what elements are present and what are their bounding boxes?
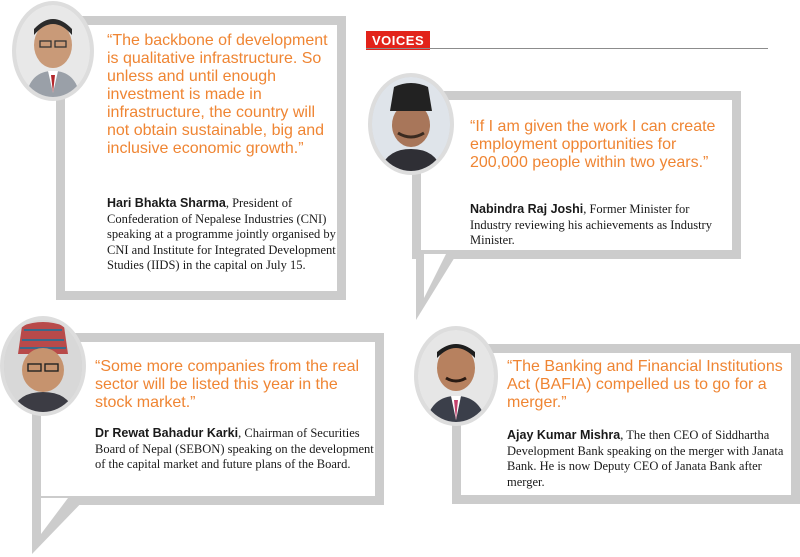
quote-text-4: “The Banking and Financial Institutions Act (BAFIA) compelled us to go for a merger.” — [507, 358, 783, 411]
portrait-ajay-kumar-mishra-icon — [418, 330, 494, 422]
quote-text-3: “Some more companies from the real sector will be listed this year in the stock market.” — [95, 358, 360, 411]
quote-attribution-1 — [107, 196, 337, 274]
quote-attribution-2 — [470, 202, 732, 249]
speaker-role-2: , Former Minister for Industry reviewing his achievements as Industry Minister. — [470, 202, 712, 247]
quote-attribution-4 — [507, 428, 789, 490]
speaker-role-1: , President of Confederation of Nepalese Industries (CNI) speaking at a programme jointly organised by CNI and Institute for Integrated Development Studies (IIDS) in the capital on July 15. — [107, 196, 336, 272]
speaker-role-3: , Chairman of Securities Board of Nepal (SEBON) speaking on the development of the capital market and future plans of the Board. — [95, 426, 374, 471]
portrait-photo-2 — [368, 73, 454, 175]
portrait-photo-3 — [0, 316, 86, 416]
portrait-hari-bhakta-sharma-icon — [16, 5, 90, 97]
portrait-photo-1 — [12, 1, 94, 101]
portrait-nabindra-raj-joshi-icon — [372, 77, 450, 171]
portrait-photo-4 — [414, 326, 498, 426]
bubble-tail-2 — [410, 250, 470, 330]
quote-text-1: “The backbone of development is qualitative infrastructure. So unless and until enough investment is made in infrastructure, the country will not obtain sustainable, big and inclusive economic growth.” — [107, 32, 328, 157]
speaker-role-4: , The then CEO of Siddhartha Development Bank speaking on the merger with Janata Bank. He is now Deputy CEO of Janata Bank after merger. — [507, 428, 784, 489]
quote-attribution-3 — [95, 426, 377, 473]
speaker-name-2: Nabindra Raj Joshi — [470, 202, 584, 216]
speaker-name-1: Hari Bhakta Sharma — [107, 196, 226, 210]
quote-text-2: “If I am given the work I can create employment opportunities for 200,000 people within two years.” — [470, 118, 716, 171]
speaker-name-4: Ajay Kumar Mishra — [507, 428, 621, 442]
portrait-rewat-bahadur-karki-icon — [4, 320, 82, 412]
section-tag: VOICES — [366, 31, 430, 50]
section-rule — [366, 48, 768, 49]
bubble-tail-3 — [30, 496, 100, 557]
speaker-name-3: Dr Rewat Bahadur Karki — [95, 426, 239, 440]
